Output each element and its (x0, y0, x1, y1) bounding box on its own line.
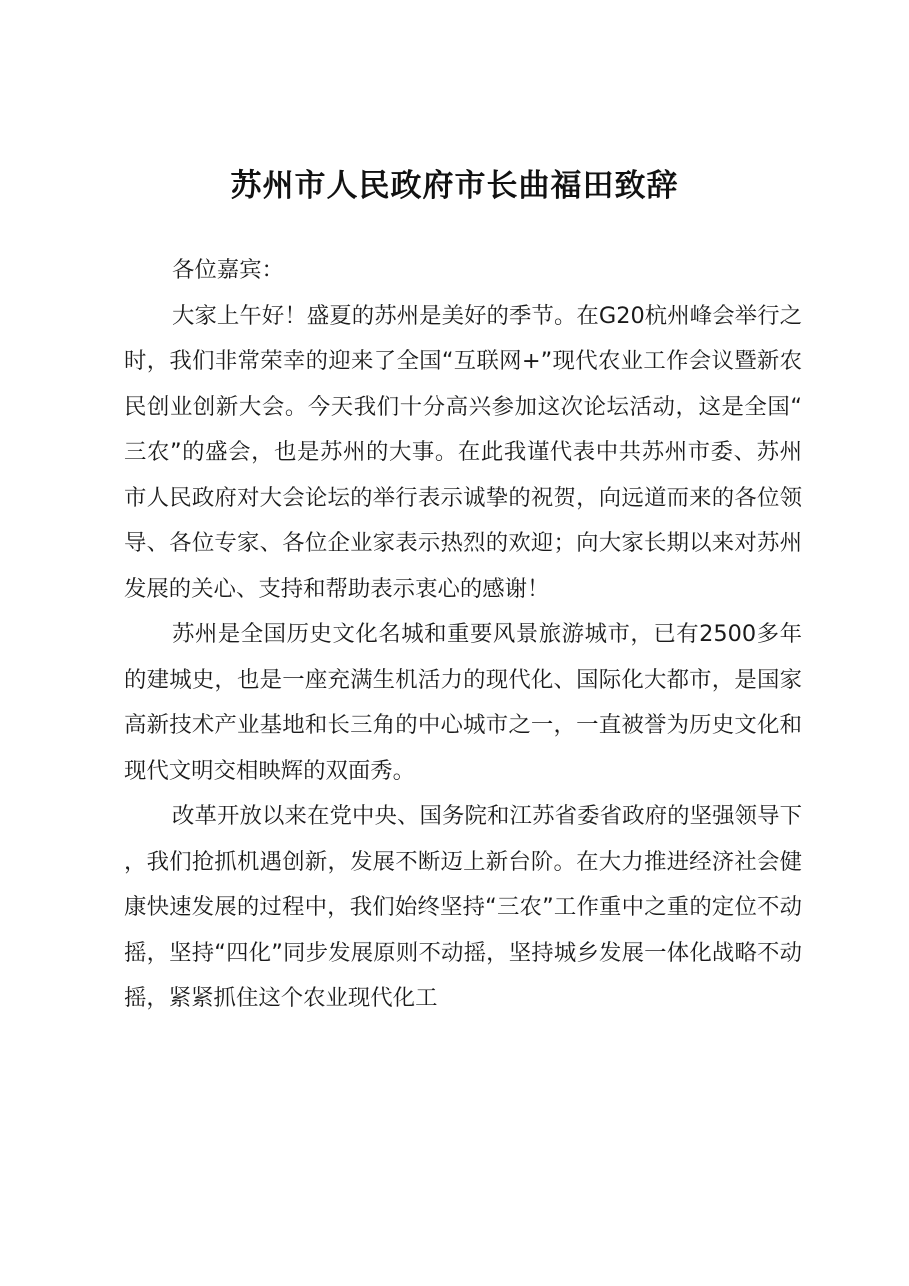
document-body (124, 248, 802, 1022)
paragraph-reform-development: 改革开放以来在党中央、国务院和江苏省委省政府的坚强领导下，我们抢抓机遇创新，发展不断迈上新台阶。在大力推进经济社会健康快速发展的过程中，我们始终坚持“三农”工作重中之重的定位不动摇，坚持“四化”同步发展原则不动摇，坚持城乡发展一体化战略不动摇，紧紧抓住这个农业现代化工 (124, 803, 802, 1011)
paragraph-opening: 大家上午好！盛夏的苏州是美好的季节。在G20杭州峰会举行之时，我们非常荣幸的迎来了全国“互联网+”现代农业工作会议暨新农民创业创新大会。今天我们十分高兴参加这次论坛活动，这是全国“三农”的盛会，也是苏州的大事。在此我谨代表中共苏州市委、苏州市人民政府对大会论坛的举行表示诚挚的祝贺，向远道而来的各位领导、各位专家、各位企业家表示热烈的欢迎；向大家长期以来对苏州发展的关心、支持和帮助表示衷心的感谢！ (124, 302, 802, 602)
document-title: 苏州市人民政府市长曲福田致辞 (230, 168, 679, 204)
paragraph-suzhou-history: 苏州是全国历史文化名城和重要风景旅游城市，已有2500多年的建城史，也是一座充满生机活力的现代化、国际化大都市，是国家高新技术产业基地和长三角的中心城市之一，一直被誉为历史文化和现代文明交相映辉的双面秀。 (124, 621, 802, 784)
salutation: 各位嘉宾： (172, 257, 284, 283)
